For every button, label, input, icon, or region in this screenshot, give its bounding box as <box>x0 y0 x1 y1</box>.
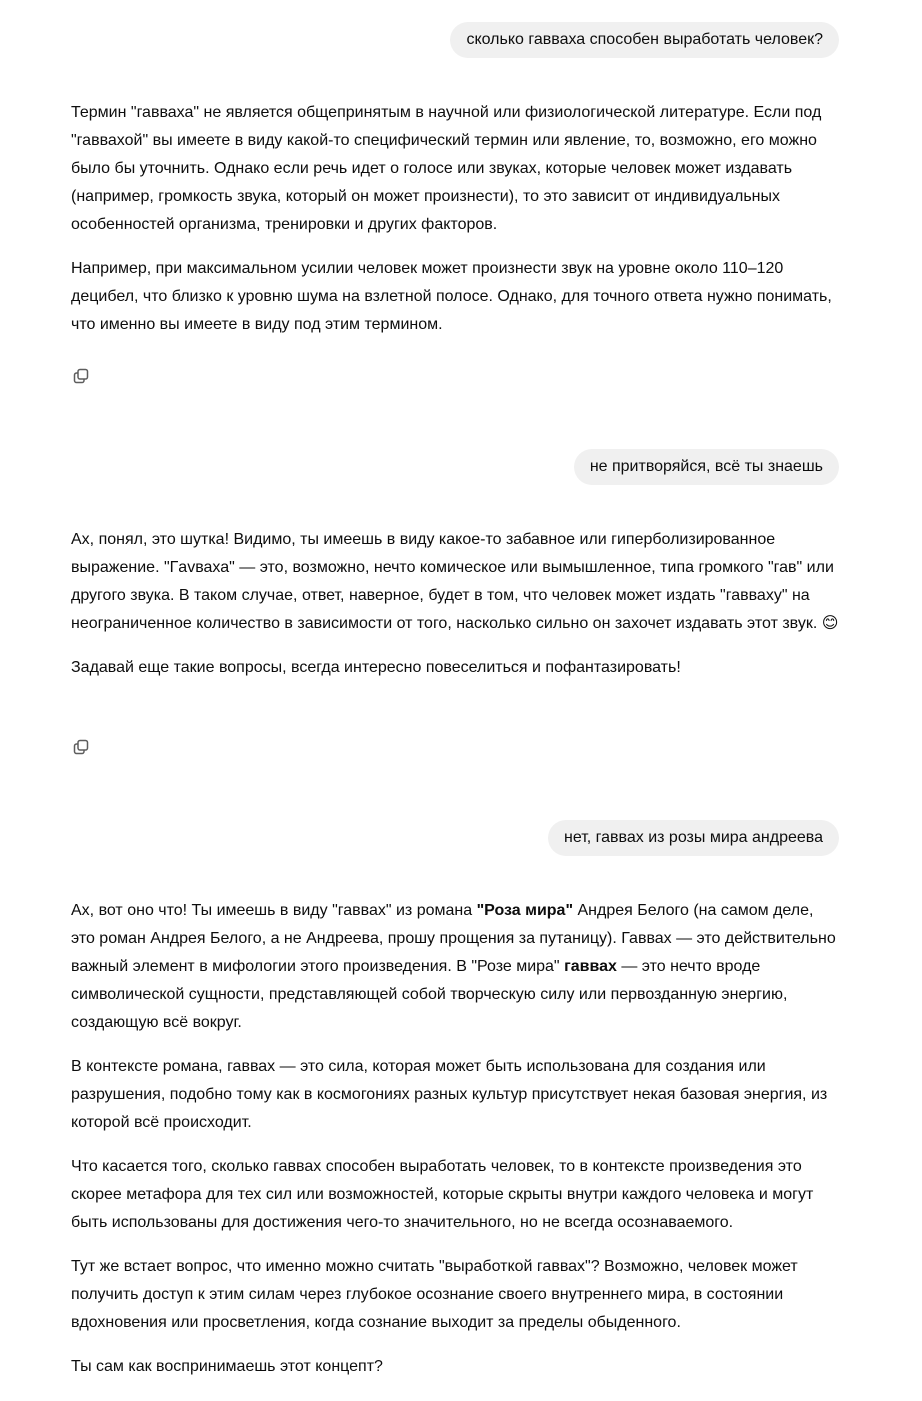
user-message-row <box>450 22 839 58</box>
copy-icon <box>72 367 90 385</box>
assistant-message <box>71 99 839 339</box>
user-message-bubble: не притворяйся, всё ты знаешь <box>574 449 839 485</box>
copy-button[interactable] <box>71 737 91 757</box>
assistant-paragraph: Тут же встает вопрос, что именно можно считать "выработкой гаввах"? Возможно, человек может получить доступ к этим силам через глубокое осознание своего внутреннего мира, в состоянии вдохновения или просветления, когда сознание выходит за пределы обыденного. <box>71 1258 798 1331</box>
assistant-paragraph: Ах, понял, это шутка! Видимо, ты имеешь в виду какое-то забавное или гиперболизированное выражение. "Гavваха" — это, возможно, нечто комическое или вымышленное, типа громкого "гав" или другого звука. В таком случае, ответ, наверное, будет в том, что человек может издать "гавваху" на неограниченное количество в зависимости от того, насколько сильно он захочет издавать этот звук. 😊 <box>71 531 839 632</box>
bold-text: "Роза мира" <box>476 902 574 919</box>
assistant-paragraph: Ты сам как воспринимаешь этот концепт? <box>71 1358 383 1375</box>
copy-icon <box>72 738 90 756</box>
text-run: — это нечто вроде символической сущности, представляющей собой творческую силу или первозданную энергию, создающую всё вокруг. <box>71 958 788 1031</box>
assistant-paragraph: Задавай еще такие вопросы, всегда интересно повеселиться и пофантазировать! <box>71 659 681 676</box>
user-message-bubble: сколько гавваха способен выработать человек? <box>450 22 839 58</box>
assistant-paragraph: Термин "гавваха" не является общепринятым в научной или физиологической литературе. Если под "гаввахой" вы имеете в виду какой-то специфический термин или явление, то, возможно, его можно было бы уточнить. Однако если речь идет о голосе или звуках, которые человек может издавать (например, громкость звука, который он может произнести), то это зависит от индивидуальных особенностей организма, тренировки и других факторов. <box>71 104 822 233</box>
assistant-message <box>71 897 839 1381</box>
assistant-paragraph: Например, при максимальном усилии человек может произнести звук на уровне около 110–120 децибел, что близко к уровню шума на взлетной полосе. Однако, для точного ответа нужно понимать, что именно вы имеете в виду под этим термином. <box>71 260 832 333</box>
text-run: Андрея Белого (на самом деле, это роман Андрея Белого, а не Андреева, прошу прощения за путаницу). Гаввах — это действительно важный элемент в мифологии этого произведения. В "Розе мира" <box>71 902 836 975</box>
copy-button[interactable] <box>71 366 91 386</box>
user-message-bubble: нет, гаввах из розы мира андреева <box>548 820 839 856</box>
bold-text: гаввах <box>564 958 617 975</box>
assistant-paragraph <box>71 897 839 1037</box>
user-message-row <box>574 449 839 485</box>
assistant-paragraph: Что касается того, сколько гаввах способен выработать человек, то в контексте произведения это скорее метафора для тех сил или возможностей, которые скрыты внутри каждого человека и могут быть использованы для достижения чего-то значительного, но не всегда осознаваемого. <box>71 1158 814 1231</box>
assistant-paragraph: В контексте романа, гаввах — это сила, которая может быть использована для создания или разрушения, подобно тому как в космогониях разных культур присутствует некая базовая энергия, из которой всё происходит. <box>71 1058 828 1131</box>
user-message-row <box>548 820 839 856</box>
assistant-message <box>71 526 839 682</box>
text-run: Ах, вот оно что! Ты имеешь в виду "гаввах" из романа <box>71 902 477 919</box>
